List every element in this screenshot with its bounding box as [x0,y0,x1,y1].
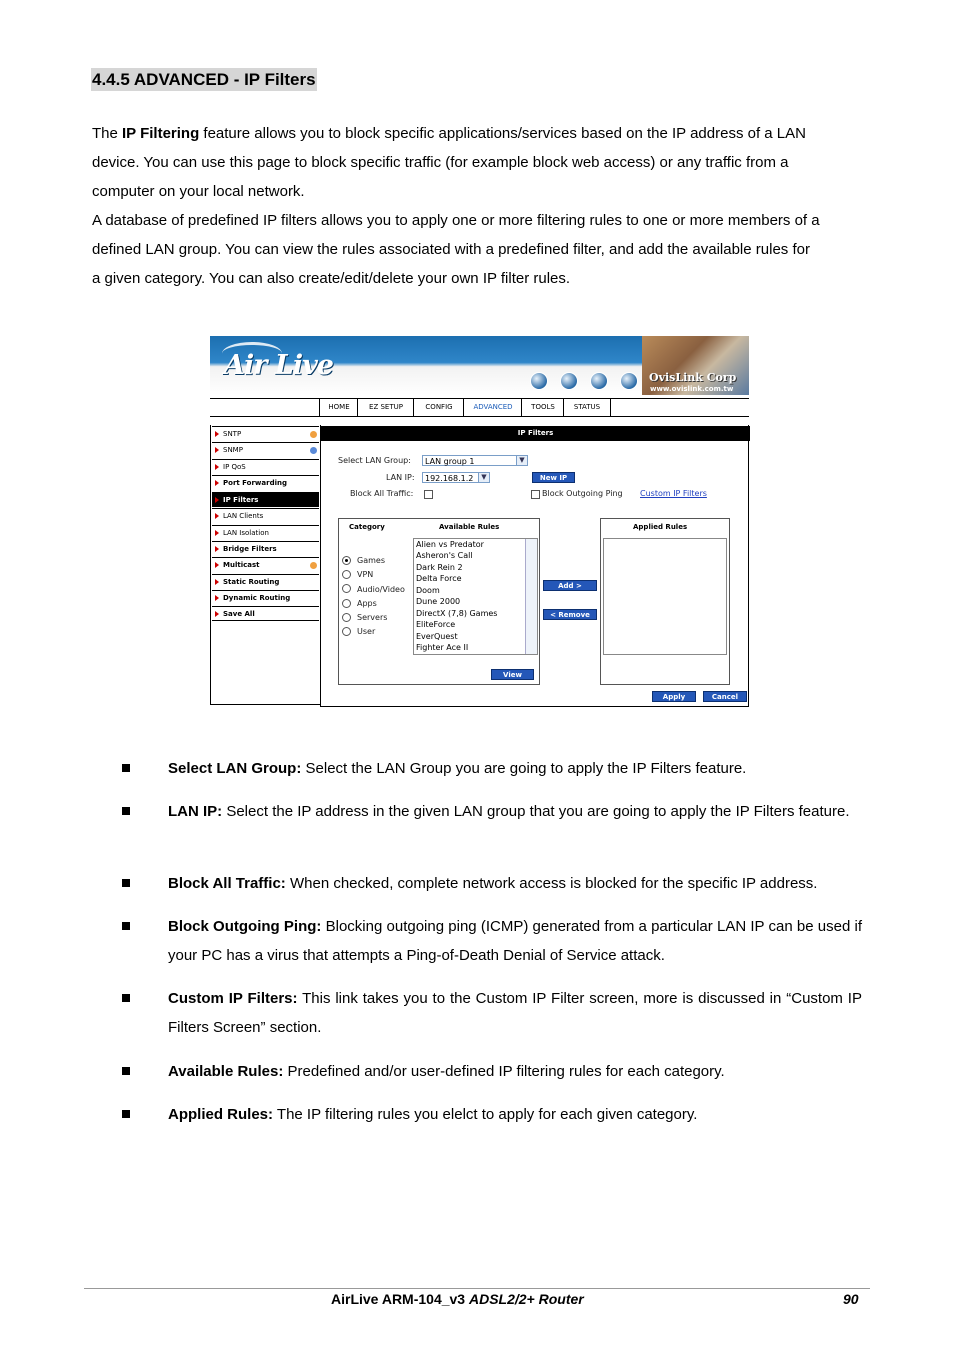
block-outgoing-ping-checkbox[interactable] [531,490,540,499]
airlive-logo: Air Live [224,350,333,381]
list-item[interactable]: DirectX (7,8) Games [416,609,498,618]
list-item[interactable]: Dark Rein 2 [416,563,463,572]
available-rules-heading: Available Rules [439,523,500,531]
corp-url: www.ovislink.com.tw [650,385,734,393]
list-item[interactable]: Doom [416,586,440,595]
bullet-block-outgoing-ping: Block Outgoing Ping: Blocking outgoing ping (ICMP) generated from a particular LAN IP can be used if your PC has a virus that attempts a Ping-of-Death Denial of Service attack. [122,912,862,970]
status-dot-icon [310,431,317,438]
sidebar-item-lan-clients[interactable]: LAN Clients [212,508,319,523]
block-outgoing-ping-label: Block Outgoing Ping [542,489,623,498]
chevron-down-icon: ▼ [516,456,527,465]
footer-product: AirLive ARM-104_v3 ADSL2/2+ Router [331,1291,584,1307]
applied-rules-heading: Applied Rules [633,523,688,531]
category-box [338,518,540,685]
category-radio-audio-video[interactable] [342,584,351,593]
ip-filters-panel [320,425,749,707]
custom-ip-filters-link[interactable]: Custom IP Filters [640,489,707,498]
bullet-square-icon [122,807,130,815]
apply-button[interactable]: Apply [652,691,696,702]
bullet-square-icon [122,764,130,772]
sidebar-item-port-forwarding[interactable]: Port Forwarding [212,475,319,490]
nav-advanced[interactable]: ADVANCED [463,399,522,416]
remove-button[interactable]: < Remove [543,609,597,620]
status-dot-icon [310,447,317,454]
page-number: 90 [843,1291,859,1307]
list-item[interactable]: EliteForce [416,620,456,629]
category-radio-servers[interactable] [342,613,351,622]
list-item[interactable]: Alien vs Predator [416,540,484,549]
bullet-square-icon [122,994,130,1002]
globe-icon [530,372,548,390]
sidebar-item-sntp[interactable]: SNTP [212,426,319,441]
top-nav [210,398,749,417]
block-all-traffic-label: Block All Traffic: [350,489,414,498]
bullet-square-icon [122,1067,130,1075]
status-dot-icon [310,562,317,569]
list-item[interactable]: Asheron's Call [416,551,473,560]
lan-ip-select[interactable]: 192.168.1.2 ▼ [422,472,490,483]
bullet-custom-ip-filters: Custom IP Filters: This link takes you to the Custom IP Filter screen, more is discussed in “Custom IP Filters Screen” section. [122,984,862,1042]
globe-icon [560,372,578,390]
sidebar-item-lan-isolation[interactable]: LAN Isolation [212,525,319,540]
list-item[interactable]: Delta Force [416,574,462,583]
footer-divider [84,1288,870,1289]
bullet-lan-ip: LAN IP: Select the IP address in the given LAN group that you are going to apply the IP Filters feature. [122,797,862,826]
bullet-applied-rules: Applied Rules: The IP filtering rules you elelct to apply for each given category. [122,1100,862,1129]
intro-paragraph-1: The IP Filtering feature allows you to block specific applications/services based on the IP address of a LAN device. You can use this page to block specific traffic (for example block web access) or any traffic from a computer on your local network. [92,125,806,200]
nav-tools[interactable]: TOOLS [521,399,564,416]
sidebar-item-ip-qos[interactable]: IP QoS [212,459,319,474]
globe-icon [590,372,608,390]
list-item[interactable]: Fighter Ace II [416,643,469,652]
category-heading: Category [349,523,385,531]
sidebar [210,425,321,705]
nav-ez-setup[interactable]: EZ SETUP [357,399,414,416]
category-radio-vpn[interactable] [342,570,351,579]
lan-ip-label: LAN IP: [386,473,415,482]
select-lan-group-label: Select LAN Group: [338,456,411,465]
sidebar-item-save-all[interactable]: Save All [212,606,319,621]
list-scrollbar[interactable] [525,539,537,654]
bullet-select-lan-group: Select LAN Group: Select the LAN Group you are going to apply the IP Filters feature. [122,754,862,783]
applied-rules-list[interactable] [603,538,727,655]
page-title: IP Filters [321,426,750,441]
category-label: User [357,627,376,636]
sidebar-item-snmp[interactable]: SNMP [212,442,319,457]
router-screenshot [210,336,749,708]
bullet-available-rules: Available Rules: Predefined and/or user-defined IP filtering rules for each category. [122,1057,862,1086]
category-radio-user[interactable] [342,627,351,636]
sidebar-item-dynamic-routing[interactable]: Dynamic Routing [212,590,319,605]
lan-group-select[interactable]: LAN group 1 ▼ [422,455,528,466]
cancel-button[interactable]: Cancel [703,691,747,702]
category-label: Games [357,556,385,565]
available-rules-list[interactable] [413,538,538,655]
sidebar-item-multicast[interactable]: Multicast [212,557,319,572]
banner [210,336,749,395]
category-radio-apps[interactable] [342,599,351,608]
intro-paragraph-2: A database of predefined IP filters allows you to apply one or more filtering rules to one or more members of a defined LAN group. You can view the rules associated with a predefined filter, and add the available rules for a given category. You can also create/edit/delete your own IP filter rules. [92,212,820,287]
bullet-square-icon [122,922,130,930]
block-all-traffic-checkbox[interactable] [424,490,433,499]
category-label: VPN [357,570,374,579]
category-label: Servers [357,613,388,622]
sidebar-item-bridge-filters[interactable]: Bridge Filters [212,541,319,556]
applied-rules-box [600,518,730,685]
new-ip-button[interactable]: New IP [532,472,575,483]
nav-config[interactable]: CONFIG [413,399,464,416]
category-label: Audio/Video [357,585,405,594]
bullet-square-icon [122,1110,130,1118]
sidebar-item-ip-filters[interactable]: IP Filters [212,492,319,507]
globe-icon [620,372,638,390]
list-item[interactable]: EverQuest [416,632,458,641]
corp-name: OvisLink Corp [649,371,737,384]
bullet-block-all-traffic: Block All Traffic: When checked, complete network access is blocked for the specific IP address. [122,869,862,898]
bullet-square-icon [122,879,130,887]
sidebar-item-static-routing[interactable]: Static Routing [212,574,319,589]
category-radio-games[interactable] [342,556,351,565]
nav-home[interactable]: HOME [319,399,358,416]
category-label: Apps [357,599,377,608]
chevron-down-icon: ▼ [478,473,489,482]
view-button[interactable]: View [491,669,534,680]
list-item[interactable]: Dune 2000 [416,597,461,606]
add-button[interactable]: Add > [543,580,597,591]
nav-status[interactable]: STATUS [563,399,611,416]
section-heading: 4.4.5 ADVANCED - IP Filters [92,70,316,89]
